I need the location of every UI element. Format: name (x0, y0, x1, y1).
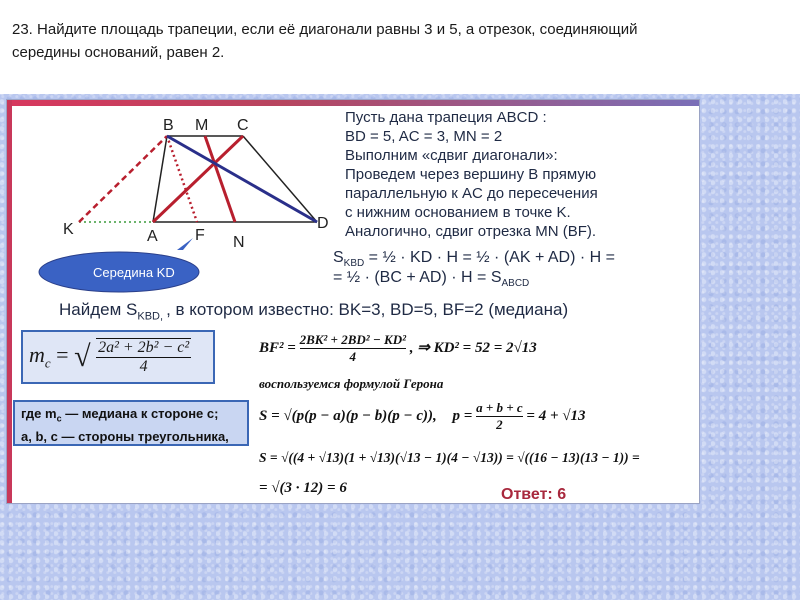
diagonal-bd (167, 136, 317, 222)
solution-line-2: BD = 5, AC = 3, MN = 2 (345, 128, 503, 145)
side-cd (243, 136, 317, 222)
calc2-main: S = √(p(p − a)(p − b)(p − c)), (259, 407, 437, 424)
sqrt-icon: √ (74, 340, 91, 374)
calc-line-1 (259, 332, 537, 365)
median-equals: = (56, 342, 69, 368)
area-s-letter: S (333, 249, 344, 266)
median-lhs-sub: c (44, 355, 51, 371)
problem-line-2: середины оснований, равен 2. (12, 44, 225, 61)
calc1-arrow: , ⇒ (409, 339, 430, 356)
callout-text: Середина KD (93, 265, 175, 280)
median-formula-box (21, 330, 215, 384)
heron-caption: воспользуемся формулой Герона (259, 376, 444, 391)
solution-line-6: с нижним основанием в точке K. (345, 204, 571, 221)
note-l1-post: — медиана к стороне c; (61, 406, 219, 421)
solution-line-1: Пусть дана трапеция ABCD : (345, 109, 547, 126)
solution-line-7: Аналогично, сдвиг отрезка MN (BF). (345, 223, 597, 240)
calc1-den: 4 (349, 349, 357, 364)
label-c: C (237, 117, 249, 134)
solution-line-5: параллельную к AC до пересечения (345, 185, 598, 202)
problem-line-1: 23. Найдите площадь трапеции, если её диагонали равны 3 и 5, а отрезок, соединяющий (12, 21, 638, 38)
label-n: N (233, 234, 245, 251)
area-formula-2 (333, 268, 529, 293)
label-k: K (63, 221, 74, 238)
solution-line-3: Выполним «сдвиг диагонали»: (345, 147, 558, 164)
calc2-den: 2 (496, 417, 503, 432)
label-d: D (317, 215, 329, 232)
heading-box (0, 0, 800, 94)
note-line-1 (21, 405, 241, 428)
calc1-num: 2BK² + 2BD² − KD² (299, 332, 406, 347)
note-l1-pre: где m (21, 406, 57, 421)
solution-line-4: Проведем через вершину B прямую (345, 166, 597, 183)
find-pre: Найдем S (59, 300, 138, 319)
label-b: B (163, 117, 174, 134)
find-post: , в котором известно: BK=3, BD=5, BF=2 (медиана) (166, 300, 569, 319)
area-s-sub: KBD (343, 258, 365, 270)
callout-pointer (177, 238, 193, 250)
problem-statement (12, 18, 772, 64)
calc2-fraction (476, 400, 523, 433)
calc-line-3: S = √((4 + √13)(1 + √13)(√13 − 1)(4 − √13)) = √((16 − 13)(13 − 1)) = (259, 450, 640, 465)
median-formula (29, 338, 191, 376)
note-l1-sub: c (56, 413, 62, 424)
label-a: A (147, 228, 158, 245)
answer: Ответ: 6 (501, 486, 567, 503)
calc2-p: p = (452, 407, 473, 424)
find-line (59, 300, 568, 326)
median-lhs: m (29, 342, 45, 368)
median-numerator: 2a² + 2b² − c² (98, 339, 190, 356)
calc1-result: KD² = 52 = 2√13 (433, 339, 537, 356)
calc-line-2 (259, 400, 586, 433)
median-denominator: 4 (139, 358, 148, 375)
calc1-fraction (300, 332, 406, 365)
median-fraction (96, 338, 191, 376)
calc1-lhs: BF² = (259, 339, 296, 356)
note-line-2: a, b, c — стороны треугольника, (21, 428, 229, 444)
find-sub: KBD, (137, 310, 167, 323)
label-m: M (195, 117, 209, 134)
area-formula-2-sub: ABCD (501, 278, 530, 290)
trapezoid-figure (7, 100, 337, 300)
calc2-result: = 4 + √13 (526, 407, 586, 424)
solution-panel (6, 99, 700, 504)
calc2-num: a + b + c (476, 400, 523, 415)
area-formula-1-rest: = ½ · KD · H = ½ · (AK + AD) · H = (364, 249, 615, 266)
area-formula-2-main: = ½ · (BC + AD) · H = S (333, 269, 502, 286)
median-note-box (13, 400, 249, 446)
segment-kb (79, 136, 167, 222)
label-f: F (195, 227, 205, 244)
calc-line-4: = √(3 · 12) = 6 (259, 480, 347, 496)
